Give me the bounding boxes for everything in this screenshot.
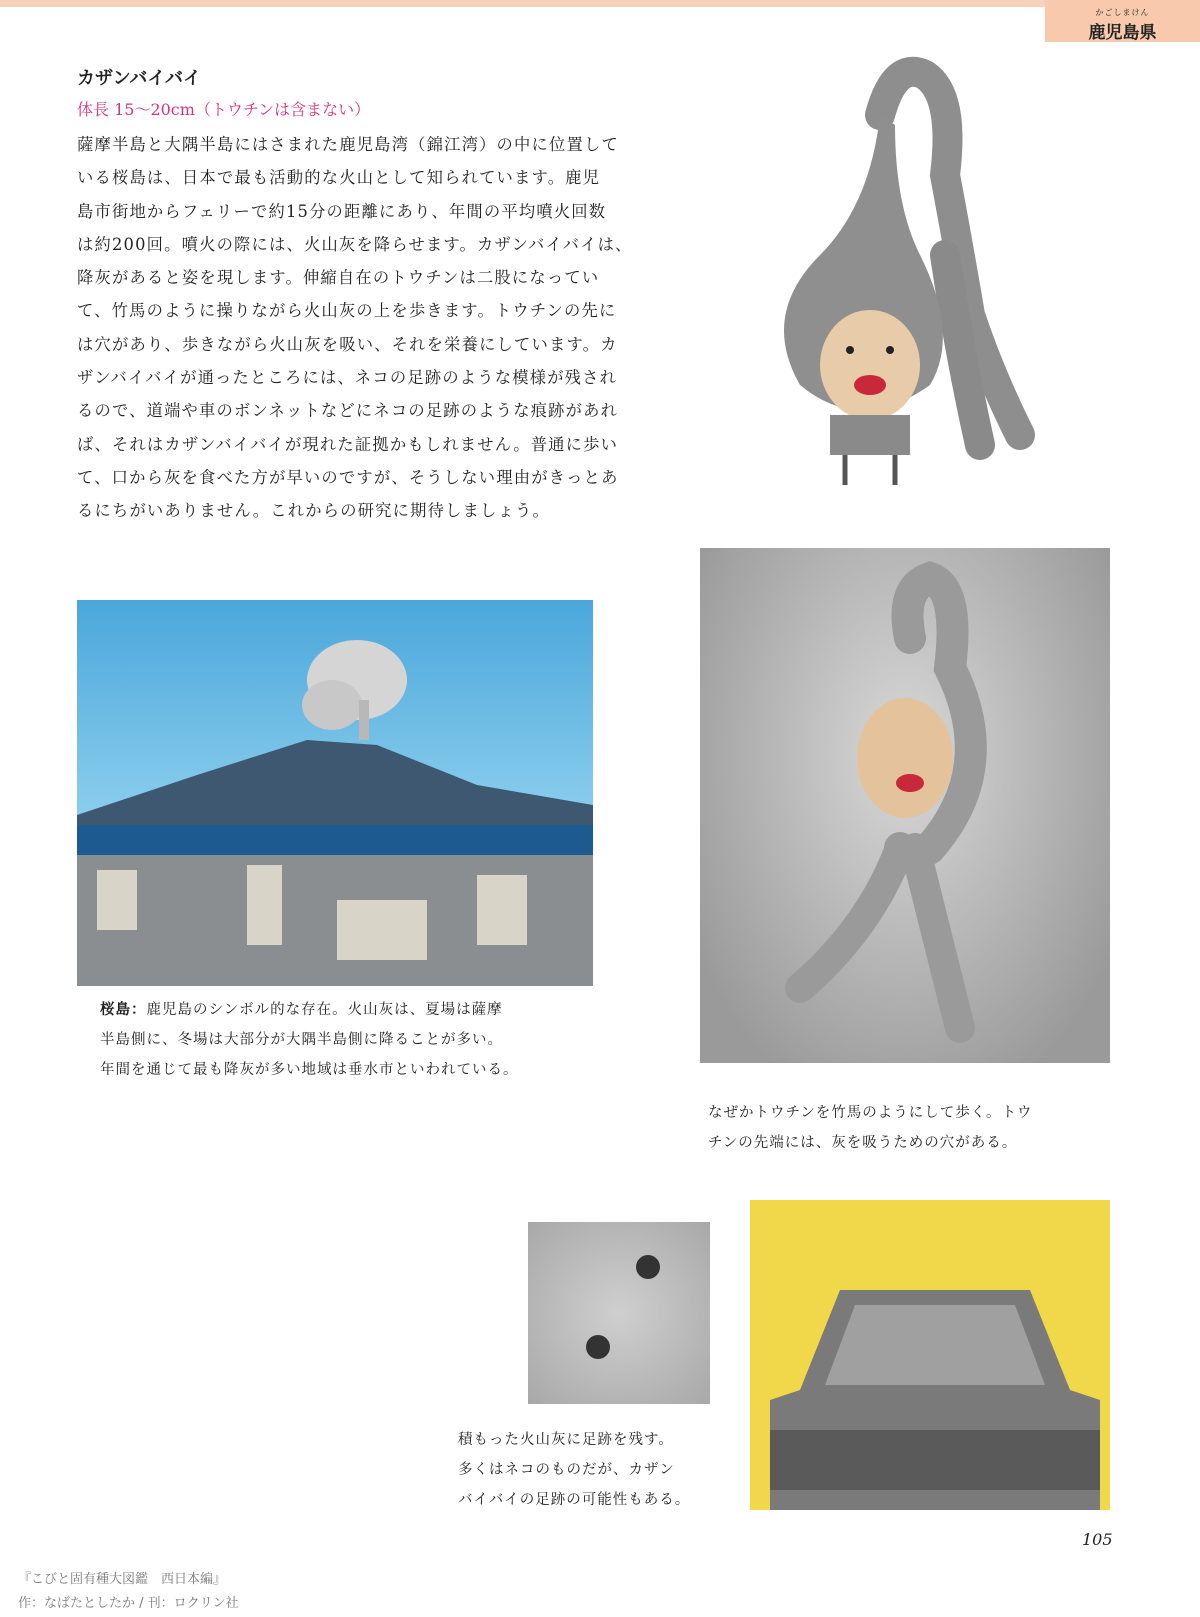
prefecture-ruby: かごしまけん bbox=[1095, 8, 1150, 17]
body-line: 薩摩半島と大隅半島にはさまれた鹿児島湾（錦江湾）の中に位置して bbox=[77, 135, 619, 154]
caption-line: バイバイの足跡の可能性もある。 bbox=[458, 1492, 691, 1508]
prefecture-tab bbox=[1045, 0, 1200, 42]
body-line: 島市街地からフェリーで約15分の距離にあり、年間の平均噴火回数 bbox=[77, 201, 607, 221]
walk-caption bbox=[708, 1098, 1032, 1158]
photo-caption bbox=[100, 995, 519, 1085]
top-border bbox=[0, 0, 1200, 7]
body-line: るにちがいありません。これからの研究に期待しましょう。 bbox=[77, 501, 550, 521]
caption-line: 積もった火山灰に足跡を残す。 bbox=[458, 1432, 674, 1448]
body-line: て、口から灰を食べた方が早いのですが、そうしない理由がきっとあ bbox=[77, 467, 619, 487]
caption-line: 鹿児島のシンボル的な存在。火山灰は、夏場は薩摩 bbox=[146, 1002, 503, 1018]
body-line: は穴があり、歩きながら火山灰を吸い、それを栄養にしています。カ bbox=[77, 334, 618, 354]
caption-line: 多くはネコのものだが、カザン bbox=[458, 1462, 675, 1478]
body-line: 降灰があると姿を現します。伸縮自在のトウチンは二股になってい bbox=[77, 268, 600, 288]
page-number: 105 bbox=[1082, 1530, 1113, 1549]
caption-line: チンの先端には、灰を吸うための穴がある。 bbox=[708, 1135, 1018, 1151]
entry-body bbox=[77, 128, 647, 528]
prefecture-name: 鹿児島県 bbox=[1088, 23, 1157, 43]
author-credit: 作：なばたとしたか / 刊：ロクリン社 bbox=[18, 1596, 239, 1611]
entry-size: 体長 15〜20cm（トウチンは含まない） bbox=[77, 100, 371, 119]
entry-title: カザンバイバイ bbox=[77, 68, 202, 89]
sakurajima-photo bbox=[77, 600, 593, 986]
book-credit: 『こびと固有種大図鑑 西日本編』 bbox=[18, 1572, 227, 1587]
caption-line: 年間を通じて最も降灰が多い地域は垂水市といわれている。 bbox=[100, 1062, 519, 1078]
creature-standing-illustration bbox=[720, 55, 1100, 485]
paw-tracks-illustration bbox=[528, 1222, 710, 1404]
body-line: いる桜島は、日本で最も活動的な火山として知られています。鹿児 bbox=[77, 168, 601, 188]
body-line: ば、それはカザンバイバイが現れた証拠かもしれません。普通に歩い bbox=[77, 434, 619, 454]
tracks-caption bbox=[458, 1425, 690, 1515]
creature-walking-illustration bbox=[700, 548, 1110, 1063]
caption-line: 半島側に、冬場は大部分が大隅半島側に降ることが多い。 bbox=[100, 1032, 503, 1048]
caption-line: なぜかトウチンを竹馬のようにして歩く。トウ bbox=[708, 1105, 1033, 1121]
body-line: は約200回。噴火の際には、火山灰を降らせます。カザンバイバイは、 bbox=[77, 234, 633, 254]
caption-label: 桜島： bbox=[100, 1002, 147, 1018]
body-line: るので、道端や車のボンネットなどにネコの足跡のような痕跡があれ bbox=[77, 401, 619, 421]
car-illustration bbox=[750, 1200, 1110, 1510]
body-line: ザンバイバイが通ったところには、ネコの足跡のような模様が残され bbox=[77, 368, 618, 388]
body-line: て、竹馬のように操りながら火山灰の上を歩きます。トウチンの先に bbox=[77, 301, 617, 321]
